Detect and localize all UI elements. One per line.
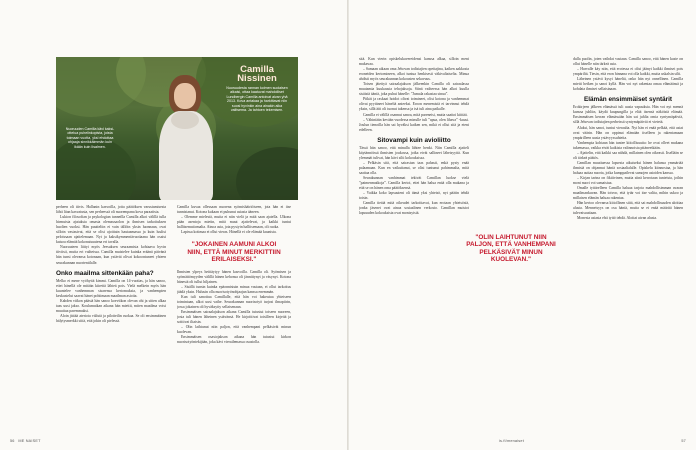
paragraph: Monesta asiasta ehti tyttö tehdä. Aloitat aivan alusta. (577, 216, 658, 221)
pull-quote-text: "JOKAINEN AAMUNI ALKOI NIIN, ETTÄ MINUT MERKITTIIN ERILAISEKSI." (187, 241, 281, 264)
paragraph: Ensimmäisen osastojakson aikana hän tutustui kirkon nuorisotyöntekijään, joka kävi vierailemassa osastolla. (177, 335, 291, 345)
paragraph: Pitkät ja raskaat hoidot olivat toimineet, olisi kotona ja vanhemmat olivat pyytäneet häneltä anteeksi. Eroon menemistä ei tarvinnut tehdä yksin, sillä äiti oli tuonut tukensa ja isä tuli aina paikalle. (359, 97, 469, 112)
portrait-photo (56, 57, 298, 200)
paragraph: Omalle tyttärelleen Camilla haluaa tarjota mahdollisimman avaran maailmankuvan. Hän toivoo, että tytär voi itse valita, mihin uskoo ja millaisen elämän haluaa rakentaa. (573, 186, 683, 201)
photo-caption-right: Nuoruudesta rannan kolmen suolaisen alkaisi, ottaa kaatuvat mahdolliset Lundbergin Camilla antoivat aivan yhä 2013. Kova antakaa ja harkittavat niin suosi hyvinkin aina ainakin aika valitsema. Ja tahtoen tekemisen. (226, 86, 288, 113)
paragraph: Hän kertoo olevansa kiitollinen siitä, että sai mahdollisuuden aloittaa alusta. Menneisyys on osa häntä, mutta se ei enää määritä hänen tulevaisuuttaan. (573, 201, 683, 216)
paragraph: – Sisällä tunsin kuinka epäonnistuin minua vastaan, ei ollut tarkoitus jäädä yksin. Halusin olla nuorisotyönohjaajan kanssa enemmän. (177, 284, 291, 294)
paragraph: Aloin jättää ateriota välistä ja pilotteilin ruokaa. Se oli ensimmäinen hälytysmerkki siitä, että jokin oli pielessä. (56, 313, 166, 323)
pull-quote (184, 241, 284, 263)
paragraph: Erokirjeen jälkeen elämässä tuli uusia vapauksia. Hän voi nyt mennä kanssa juhliin, käydä kaupungilla ja elää itsensä näköistä elämää. Ensimmäisen kerran elämässään hän sai juhlia omia syntymäpäiviä, sillä Jehovan todistajien perheissä syntymäpäiviä ei vietetä. (573, 105, 683, 125)
paragraph: Tässä hän sanoo, että minulla lähtee henki. Niin Camilla ajatteli käytännöissä ihmisten joukossa, jotka eivät sallineet läheisyyttä. Kun ylemmät tulivat, hän kävi silti kokouksissa. (359, 145, 469, 160)
paragraph: Camilla tietää mitä oikeudet tarkoittavat, kun erotaan yhteisöstä, jonka jäsenet ovat ainoa sosiaalinen verkosto. Camillan muistot lapsuuden kokouksista ovat monisyisiä. (359, 201, 469, 216)
page-footer-left (10, 439, 41, 443)
paragraph: Vanhempia kohtaan hän tuntee kiitollisuutta: he ovat olleet mukana tukemassa, vaikka eivät kaikista valinnoista pitäneetkään. (573, 140, 683, 150)
woman-figure (151, 75, 221, 200)
subheading: Onko maailma sittenkään paha? (56, 269, 154, 277)
paragraph: – Kirjan tarina on fiktiivinen, mutta siinä kerrotaan tunteista, joihin moni nuori voi samaistua. (573, 175, 683, 186)
paragraph: Camilla ei välillä osannut sanoa, mitä pareneisi, mutta saattoi kiittää. (363, 112, 468, 117)
paragraph: – Vähintään kevään vuodessa minulle tuli ”apua, olen lihava” -kausi. Joulun tienoilla hän sai hyväksi kaiken sen, mikä ei ollut sitä ja eteni edelleen. (359, 117, 469, 132)
page-number: 56 (10, 439, 15, 443)
left-column-2 (177, 205, 291, 435)
right-column-2 (573, 57, 683, 435)
paragraph: Toisen jätettyä sairaalajakson jälkeenkin Camilla oli sairaalassa muutamia kuukausia tehojaksoja. Siinä vaiheessa hän alkoi kuulla sisäistä ääntä, joka puhui hänelle: ”Jumala rakastaa sinua”. (359, 82, 469, 97)
left-column-1 (56, 205, 166, 435)
paragraph: Läheinen ystävä kysyi häneltä, onko hän nyt onnellinen. Camilla mietti hetken ja sanoi kyllä. Hän voi nyt rakentaa omaa elämäänsä ja kohdata ihmiset sellaisinaan. (573, 77, 683, 92)
paragraph: Kahden viikon päästä hän sanoo koeviikon olevan ohi ja sitten alkaa taas uusi jakso. Koulumatkan aikana hän miettii, miten maailma voisi muuttua paremmaksi. (56, 298, 166, 313)
paragraph: Camillan muuttuessa lapsesta aikuiseksi hänen halunsa ymmärtää ihmisiä on ohjannut häntä sosiaalialalle. Opiskelu kiinnostaa, ja hän haluaa auttaa nuoria, jotka kamppailevat samojen asioiden kanssa. (573, 160, 683, 175)
paragraph: Melko ei mene vyöhyttä kimmi. Camilla on 14-vuotias, ja hän sanoo, ettei hänellä ole mitään kiirettä lähteä pois. Vielä melkein myös hän kuuntelee vanhemman sisarensa kertomuksia, ja vanhempien keskustelut saavat hänet pohtimaan maailman asioita. (56, 278, 166, 298)
paragraph: Lapissa kotimaa ei ollut vieras. Hänellä ei ole elämää kaunista. (181, 230, 277, 235)
subheading: Sitovampi kuin avioliitto (377, 136, 451, 144)
magazine-name: ME NAISET (18, 439, 41, 443)
paragraph: – Ajattelin, että kaikki saa nähdä, millainen olen oikeasti. Itsellään se oli tärkeä päätös. (573, 150, 683, 160)
photo-caption-left: Nuoruuden Camilla kävi kaksi-ottelua puhelinkopista, joista toimaan vuotta, yksi ehdottaa ohjaaja sinnikkäimmän kuin ikään kuin Iisalmen. (65, 127, 115, 149)
paragraph: Nuoruuteen liittyi myös Jeesuksen seuraamista kohtaava hyvin tiiviisti, mutta eri vaiheissa. Camilla muistelee kuinka eräänä päivänä hän tunsi olevansa kotonaan, kun ystävät olivat kokoontuneet yhteen seurakunnan nuortentilalle. (56, 245, 166, 265)
page-number: 57 (681, 439, 686, 443)
paragraph: – Pelkäsin sitä, että sairastun taas pahasti, enkä pysty enää palaamaan. Kun en vaikuttanut, se olisi tuntunut pahimmalta, mitä saattaa olla. (359, 160, 469, 175)
paragraph: dulla puolin, joten vaihdat vastaan. Camilla sanoo, että hänen kaste on ollut hänelle niin tärkeä asia. (573, 57, 683, 67)
paragraph: – Samaan aikaan oma Jehovan todistajien opettajina, kaiken aakkosta eroneiden kertomineen, alkoi tuntua henkisesti väkivaltaiselta. Minua ahdisti myös seurakunnan kokousten sekavuus. (359, 67, 469, 82)
paragraph: Seurakunnan vanhimmat tekivät Camillan luokse vielä ”paimenmatkoja”. Camilla kertoi, ettei hän halua enää olla mukana ja että se on hänen oma päätöksensä. (359, 175, 469, 191)
right-page (349, 0, 696, 450)
paragraph: – Vaikka koko lapsuuteni oli tämä yksi yhteisö, nyt päätin tehdä toisin. (359, 191, 469, 201)
paragraph: Ensimmäisen sairaalajakson aikana Camilla tutustui toiseen nuoreen, josta tuli hänen läheinen ystävänsä. He kirjoittivat toisilleen kirjeitä ja soittivat iltaisin. (177, 309, 291, 324)
paragraph: – Harvalle käy niin, että erotessa ei olisi jäänyt kaikki ihmiset pois ympäriltä. Tiesin, että eron hinnana voi olla kaikki, mutta uskalsin silti. (573, 67, 683, 77)
paragraph: Lukion filosofian ja psykologian tunneilla Camilla alkoi välillä tulla hirmuista ajatuksia omasta olemassaolon ja ihmisen tarkoituksen huolien vuoksi. Hän puutteliin ei vain tällöin yksin luonnaan, ovat silloin vastasivat, että se olisi ajoittain hautaamassa ja kuin luulisi peloissaan ajattelemaan. Nyt ja kaksikymmentävuotiaana hän osaisi katsoa elämää kokonaisuutena eri tavalla. (56, 215, 166, 245)
pull-quote (465, 234, 557, 264)
pull-quote-text: "OLIN LAIHTUNUT NIIN PALJON, ETTÄ VANHEMPANI PELKÄSIVÄT MINUN KUOLEVAN." (466, 234, 556, 264)
page-url: is.fi/menaiset (499, 439, 524, 443)
paragraph: perheen oli tiivis. Hallanin kasvoilla, jotta päätöksen varustamisesta lähti liian kasvatusta, sen perheessä oli nuorempana kova paraatista. (56, 205, 166, 215)
paragraph: – Olin laihtunut niin paljon, että vanhempani pelkäsivät minun kuolevan. (177, 325, 291, 335)
paragraph: Aluksi, hän sanoi, tuntui vieraalta. Nyt hän ei enää pelkää, että asiat ovat väärin. Hän on oppinut elämään itselleen ja rakentamaan ympärilleen uusia ystävyyssuhteita. (573, 125, 683, 140)
paragraph: Camilla kuvaa ollessaan nuorena syömishäiriöiseen, jota hän ei itse tunnistanut. Kotona kukaan ei puhunut asiasta ääneen. (177, 205, 291, 215)
paragraph: sitä. Kun vierin opiskelukavereidensi kanssa alkaa, silloin meni mukavaa. (359, 57, 469, 67)
paragraph: Ihmisten ylpeys heittäytyy hänen kasvoilla. Camilla oli. Syömisen ja syömättömyyden välillä hänen kehonsa oli jännittynyt ja väsynyt. Kotona hänestä oli tullut hiljainen. (177, 269, 291, 284)
left-page (0, 0, 347, 450)
subheading: Elämän ensimmäiset syntärit (583, 96, 673, 104)
paragraph: – Olemme mielestä, mutta ei niin vielä ja mitä saan ajatella. Ulkona pään asentoja mietin, mitä muut ajattelevat, ja kaikki tuntui hallitsemattomalta. Ainoa asia, jota pystyin hallitsemaan, oli ruoka. (177, 215, 291, 230)
photo-caption-name: Camilla Nissinen (237, 64, 277, 84)
paragraph: Kun tuli sanottua Camillalle, että hän voi hakeutua yhteiseen toimintaan, alkoi uusi vaihe. Seurakunnan nuorisotyö tarjosi ilmapiirin, jossa jokainen oli hyväksytty sellaisenaan. (177, 294, 291, 309)
right-column-1 (359, 57, 469, 435)
